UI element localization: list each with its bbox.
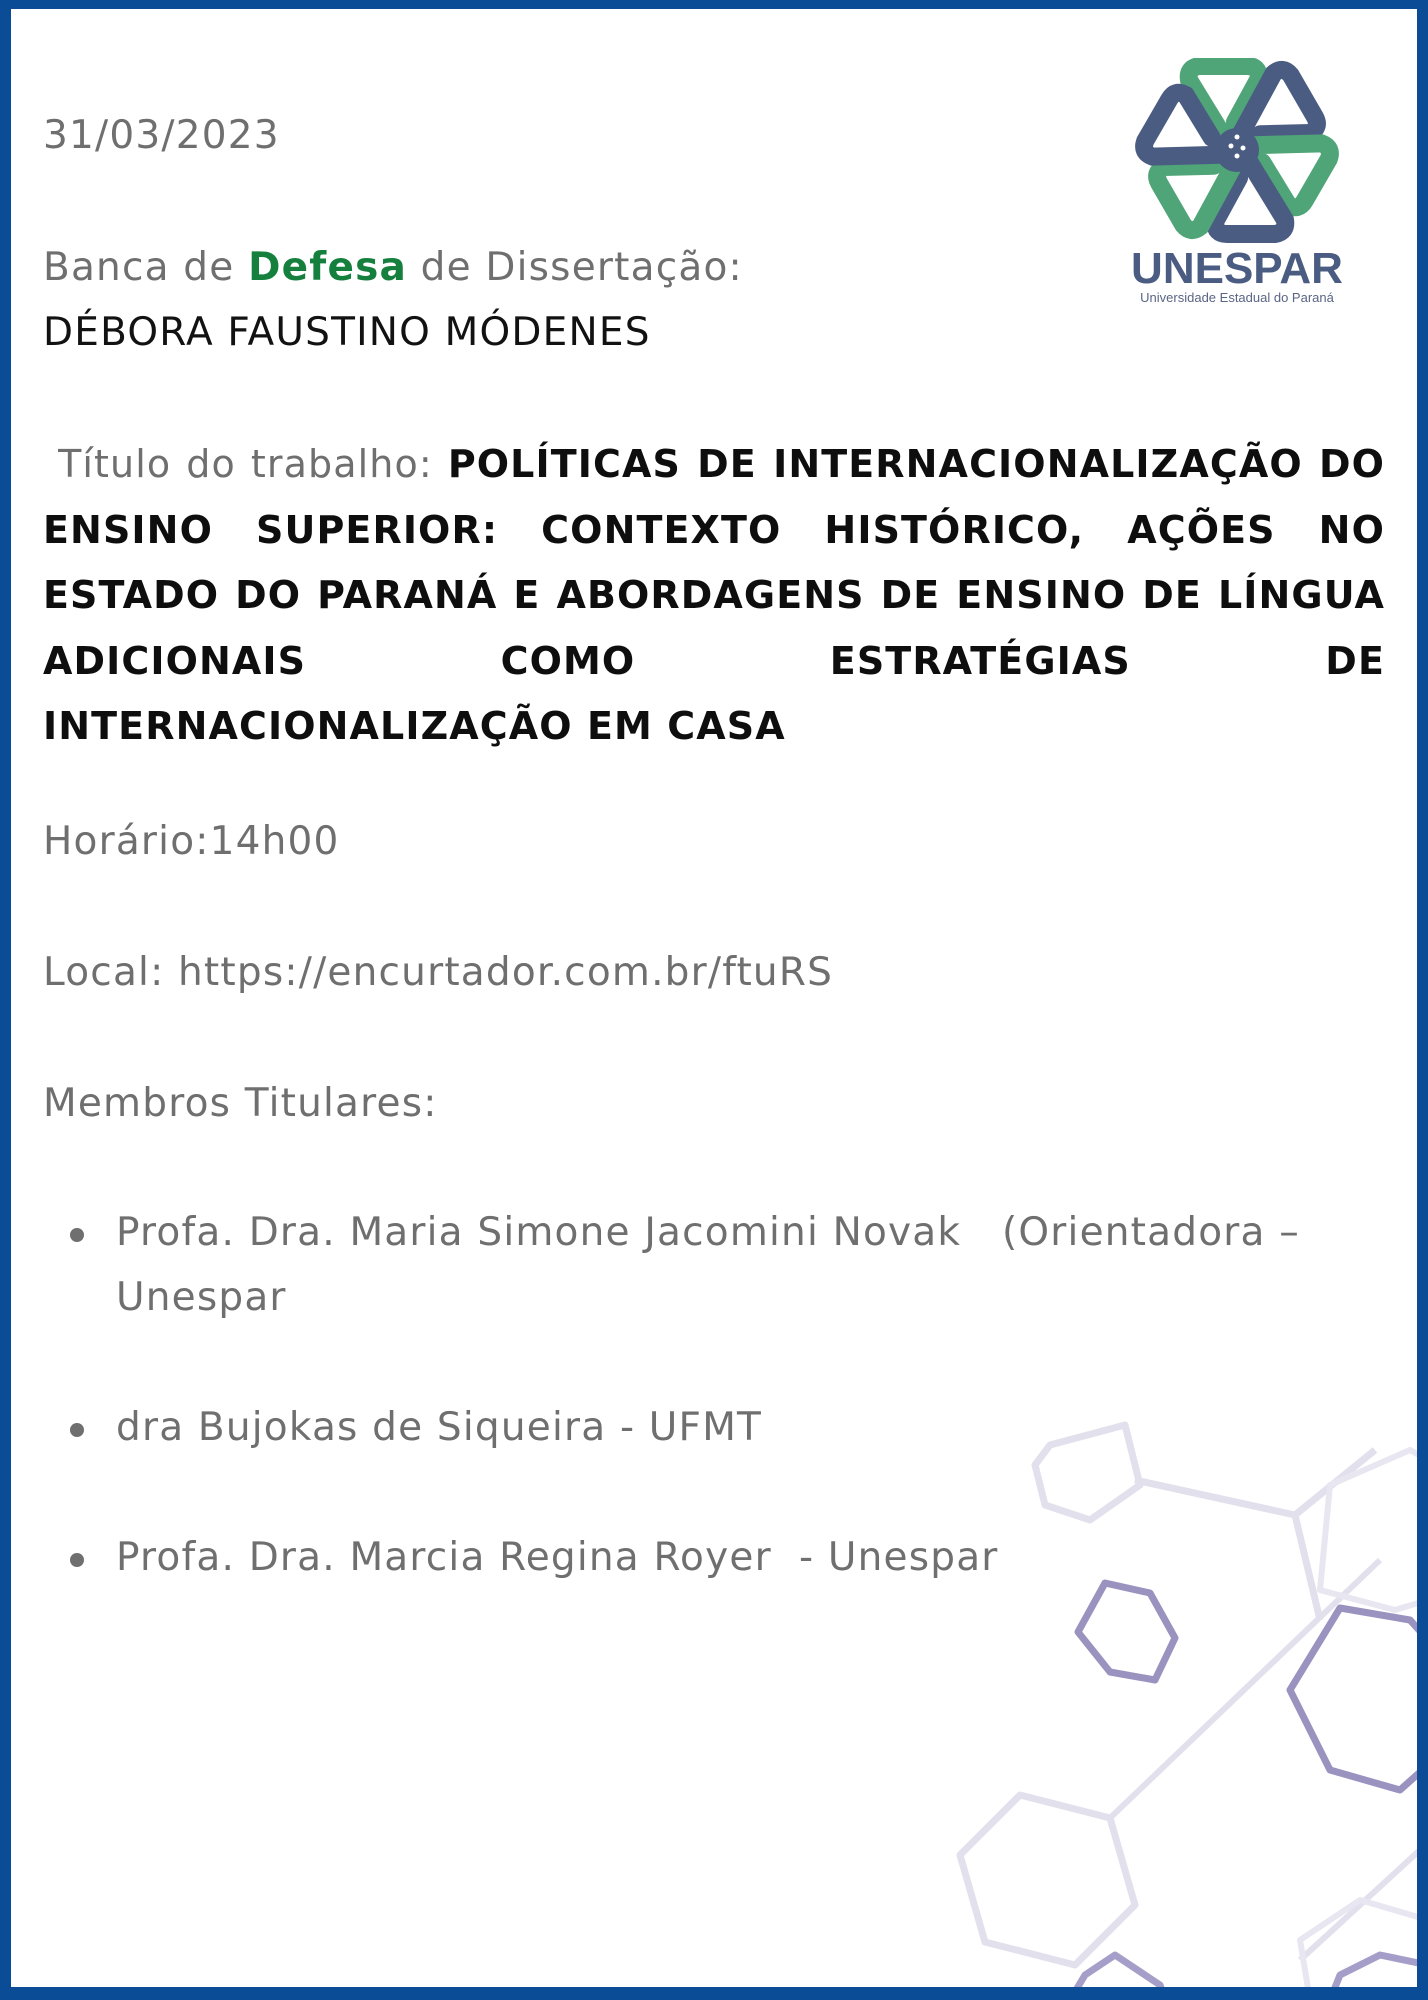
location: Local: https://encurtador.com.br/ftuRS xyxy=(43,950,834,995)
list-item: dra Bujokas de Siqueira - UFMT xyxy=(43,1395,1385,1460)
logo-subtitle: Universidade Estadual do Paraná xyxy=(1140,290,1334,305)
members-heading: Membros Titulares: xyxy=(43,1081,438,1126)
work-title-block xyxy=(43,432,1385,760)
banca-heading xyxy=(43,235,743,300)
candidate-name: DÉBORA FAUSTINO MÓDENES xyxy=(43,310,651,355)
list-item: Profa. Dra. Maria Simone Jacomini Novak (Orientadora – Unespar xyxy=(43,1200,1384,1330)
schedule: Horário:14h00 xyxy=(43,819,340,864)
banca-prefix: Banca de xyxy=(43,245,249,290)
unespar-emblem-icon xyxy=(1128,58,1346,308)
event-date: 31/03/2023 xyxy=(43,113,280,158)
banca-suffix: de Dissertação: xyxy=(407,245,743,290)
unespar-logo xyxy=(1128,58,1346,308)
work-title: POLÍTICAS DE INTERNACIONALIZAÇÃO DO ENSINO SUPERIOR: CONTEXTO HISTÓRICO, AÇÕES NO ESTADO DO PARANÁ E ABORDAGENS DE ENSINO DE LÍNGUA ADICIONAIS COMO ESTRATÉGIAS DE INTERNACIONALIZAÇÃO EM CASA xyxy=(43,442,1385,748)
work-title-label: Título do trabalho: xyxy=(43,442,448,486)
logo-name: UNESPAR xyxy=(1131,244,1343,293)
list-item: Profa. Dra. Marcia Regina Royer - Unespar xyxy=(43,1525,1385,1590)
members-list xyxy=(43,1200,1385,1655)
banca-highlight: Defesa xyxy=(248,245,408,290)
